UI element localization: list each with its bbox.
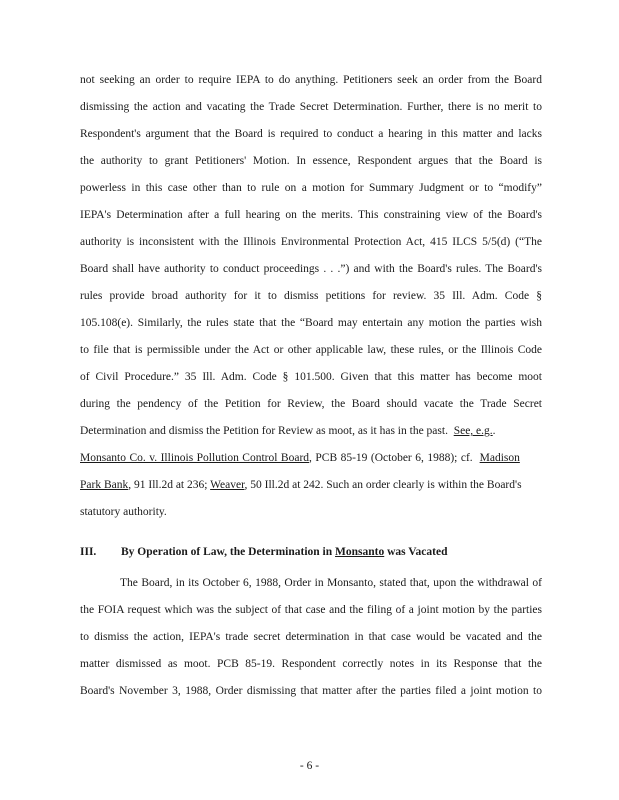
section-heading xyxy=(80,545,448,559)
body-line-6: IEPA's Determination after a full hearing on the merits. This constraining view of the Board's xyxy=(80,209,542,221)
body-line-3: Respondent's argument that the Board is required to conduct a hearing in this matter and lacks xyxy=(80,128,542,140)
case-name-park-bank: Park Bank xyxy=(80,479,129,491)
body-line-2: dismissing the action and vacating the Trade Secret Determination. Further, there is no merit to xyxy=(80,101,542,113)
body-line-13: during the pendency of the Petition for Review, the Board should vacate the Trade Secret xyxy=(80,398,542,410)
section-title-underlined: Monsanto xyxy=(335,546,385,558)
body-line-14-text: Determination and dismiss the Petition for Review as moot, as it has in the past. xyxy=(80,425,448,437)
citation-signal-see: See, e.g. xyxy=(453,425,493,437)
case-name-weaver: Weaver xyxy=(210,479,245,491)
body-line-5: powerless in this case other than to rule on a motion for Summary Judgment or to “modify” xyxy=(80,182,542,194)
section-title-after: was Vacated xyxy=(387,546,448,558)
section-line-3: to dismiss the action, IEPA's trade secret determination in that case would be vacated and the xyxy=(80,631,542,643)
citation-weaver-rest: , 50 Ill.2d at 242. Such an order clearly is within the Board's xyxy=(244,479,522,491)
body-line-1: not seeking an order to require IEPA to do anything. Petitioners seek an order from the Board xyxy=(80,74,542,86)
case-name-madison: Madison xyxy=(479,452,520,464)
citation-madison-rest: , 91 Ill.2d at 236; xyxy=(128,479,208,491)
case-name-monsanto: Monsanto Co. v. Illinois Pollution Control Board xyxy=(80,452,310,464)
citation-monsanto-rest: , PCB 85-19 (October 6, 1988); cf. xyxy=(309,452,473,464)
body-line-11: to file that is permissible under the Act or other applicable law, these rules, or the Illinois Code xyxy=(80,344,542,356)
body-line-8: Board shall have authority to conduct proceedings . . .”) and with the Board's rules. The Board's xyxy=(80,263,542,275)
section-line-2: the FOIA request which was the subject of that case and the filing of a joint motion by the parties xyxy=(80,604,542,616)
section-line-5: Board's November 3, 1988, Order dismissing that matter after the parties filed a joint motion to xyxy=(80,685,542,697)
body-line-14 xyxy=(80,424,542,438)
citation-signal-dot: . xyxy=(492,425,496,437)
body-line-16 xyxy=(80,478,542,492)
body-line-10: 105.108(e). Similarly, the rules state that the “Board may entertain any motion the parties wish xyxy=(80,317,542,329)
section-line-4: matter dismissed as moot. PCB 85-19. Respondent correctly notes in its Response that the xyxy=(80,658,542,670)
body-line-7: authority is inconsistent with the Illinois Environmental Protection Act, 415 ILCS 5/5(d) (“The xyxy=(80,236,542,248)
section-title-before: By Operation of Law, the Determination in xyxy=(121,546,333,558)
section-number: III. xyxy=(80,546,97,558)
body-line-17: statutory authority. xyxy=(80,506,167,518)
body-line-12: of Civil Procedure.” 35 Ill. Adm. Code § 101.500. Given that this matter has become moot xyxy=(80,371,542,383)
body-line-9: rules provide broad authority for it to dismiss petitions for review. 35 Ill. Adm. Code § xyxy=(80,290,542,302)
body-line-15 xyxy=(80,451,542,465)
body-line-4: the authority to grant Petitioners' Motion. In essence, Respondent argues that the Board is xyxy=(80,155,542,167)
page-number: - 6 - xyxy=(299,760,320,772)
section-line-1: The Board, in its October 6, 1988, Order in Monsanto, stated that, upon the withdrawal of xyxy=(120,577,542,589)
